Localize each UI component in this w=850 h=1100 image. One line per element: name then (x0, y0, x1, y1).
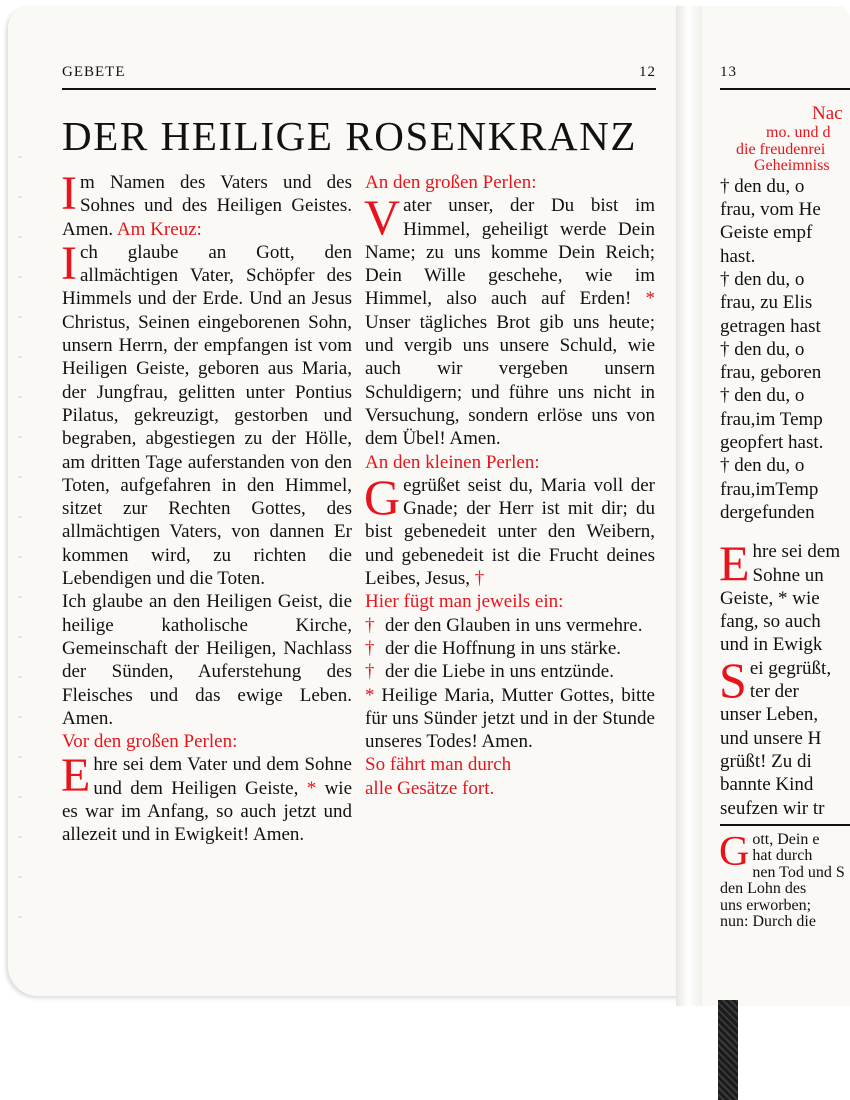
text-line: frau,im Temp (720, 408, 823, 430)
rubric-an-den-grossen-perlen: An den großen Perlen: (365, 172, 537, 193)
text-line: ei gegrüßt, (749, 657, 832, 679)
text-line: und in Ewigk (720, 634, 823, 656)
creed-paragraph: Ich glaube an Gott, den allmächtigen Vater, Schöpfer des Himmels und der Erde. Und an Jesus Christus, Seinen eingeborenen Sohn, unsern Herrn, der empfangen ist vom Heiligen Geiste, geboren aus Maria, der Jungfrau, gelitten unter Pontius Pilatus, gekreuzigt, gestorben und begraben, abgestiegen zu der Hölle, am dritten Tage auferstanden von den Toten, aufgefahren in den Himmel, sitzet zur Rechten Gottes, des allmächtigen Vaters, von dannen Er kommen wird, zu richten die Lebendigen und die Toten. (61, 236, 352, 590)
text-line: frau, zu Elis (720, 292, 813, 314)
text-line: ter der (749, 681, 799, 703)
right-page-lines-d (719, 828, 850, 931)
text-line: † den du, o (720, 385, 805, 407)
text-line: uns erworben; (720, 896, 812, 914)
page-title: DER HEILIGE ROSENKRANZ (62, 113, 637, 159)
closing-rubric-line-1: So fährt man durch (365, 754, 512, 776)
text-line: dergefunden (720, 501, 815, 523)
text-line: unser Leben, (720, 704, 819, 726)
page-number-right: 13 (720, 64, 737, 80)
star-mark: * (365, 684, 375, 706)
text-line: nun: Durch die (720, 913, 816, 931)
right-page-lines-c (719, 651, 850, 820)
section-title: GEBETE (62, 64, 126, 80)
drop-cap: G (364, 468, 401, 525)
left-column (61, 167, 352, 847)
rubric-an-den-kleinen-perlen: An den kleinen Perlen: (365, 451, 540, 473)
text-line: Sohne un (752, 564, 824, 586)
text-line: frau, geboren (720, 362, 822, 384)
text-line: geopfert hast. (720, 432, 824, 454)
text-line: fang, so auch (720, 611, 821, 633)
text-line: hat durch (752, 847, 813, 865)
verse-item: † der den Glauben in uns vermehre. (365, 614, 643, 636)
right-column (365, 171, 655, 800)
star-mark: * (645, 288, 656, 310)
page-number-left: 12 (639, 64, 656, 80)
drop-cap: S (719, 651, 747, 708)
verse-item: † der die Liebe in uns entzünde. (365, 661, 614, 683)
text-line: Geiste, * wie (720, 587, 820, 609)
ave-maria: Gegrüßet seist du, Maria voll der Gnade; der Herr ist mit dir; du bist gebenedeit unter den Weibern, und gebenedeit ist die Frucht deines Leibes, Jesus, † (364, 468, 655, 590)
text-line: grüßt! Zu di (720, 750, 812, 772)
sancta-maria: * Heilige Maria, Mutter Gottes, bitte für uns Sünder jetzt und in der Stunde unseres Todes! Amen. (365, 684, 655, 753)
drop-cap: V (364, 189, 401, 246)
text-line: nen Tod und S (752, 863, 845, 881)
text-line: † den du, o (720, 175, 805, 197)
rubric-am-kreuz: Am Kreuz: (116, 218, 202, 240)
drop-cap: E (719, 535, 750, 592)
text-line: hast. (720, 245, 756, 267)
drop-cap: I (61, 167, 77, 220)
text-line: † den du, o (720, 268, 805, 290)
text-line: † den du, o (720, 455, 805, 477)
right-page-heading: Nac (812, 103, 843, 124)
verse-item: † der die Hoffnung in uns stärke. (365, 637, 622, 659)
text-line: und unsere H (720, 727, 822, 749)
header-rule-left (62, 88, 656, 90)
text-line: seufzen wir tr (720, 797, 825, 819)
right-page-subheading: Geheimniss (754, 157, 830, 175)
creed-paragraph-2: Ich glaube an den Heiligen Geist, die heilige katholische Kirche, Gemeinschaft der Heiligen, Nachlass der Sünden, Auferstehung des Fleisches und das ewige Leben. Amen. (62, 591, 352, 729)
running-header-left (62, 64, 656, 84)
drop-cap: I (61, 236, 77, 290)
text-line: bannte Kind (720, 774, 814, 796)
rubric-vor-den-grossen-perlen: Vor den großen Perlen: (62, 731, 238, 753)
header-rule-right (720, 88, 850, 90)
text-line: frau,imTemp (720, 478, 819, 500)
pater-noster: Vater unser, der Du bist im Himmel, geheiligt werde Dein Name; zu uns komme Dein Reich; Dein Wille geschehe, wie im Himmel, also auch auf Erden! * Unser tägliches Brot gib uns heute; und vergib uns unsere Schuld, wie auch wir vergeben unsern Schuldigern; und führe uns nicht in Versuchung, sondern erlöse uns von dem Übel! Amen. (364, 189, 656, 450)
text-line: frau, vom He (720, 199, 821, 221)
closing-rubric-line-2: alle Gesätze fort. (365, 777, 495, 799)
right-page-lines-a (720, 175, 850, 524)
text-line: getragen hast (720, 315, 821, 337)
text-line: † den du, o (720, 338, 805, 360)
text-line: Geiste empf (720, 222, 813, 244)
book-gutter (676, 6, 702, 1006)
text-line: hre sei dem (752, 541, 841, 563)
gloria-patri: Ehre sei dem Vater und dem Sohne und dem Heiligen Geiste, * wie es war im Anfang, so auch jetzt und allezeit und in Ewigkeit! Amen. (61, 749, 352, 846)
text-line: den Lohn des (720, 880, 807, 898)
bookmark-ribbon (718, 1000, 738, 1100)
right-page-column (720, 102, 850, 931)
text-line: ott, Dein e (752, 830, 820, 848)
right-page-lines-b (719, 535, 850, 656)
page-edge-marks (18, 156, 22, 936)
drop-cap: G (719, 828, 750, 875)
right-page-subheading: die freudenrei (736, 140, 826, 158)
right-page-subheading: mo. und d (766, 124, 831, 142)
section-rule (720, 824, 850, 826)
rubric-hier-fuegt-man-ein: Hier fügt man jeweils ein: (365, 591, 564, 613)
drop-cap: E (61, 749, 91, 803)
star-mark: * (306, 777, 317, 799)
cross-mark: † (474, 568, 485, 590)
opening-prayer: Im Namen des Vaters und des Sohnes und des Heiligen Geistes. Amen. Am Kreuz: (61, 167, 352, 240)
